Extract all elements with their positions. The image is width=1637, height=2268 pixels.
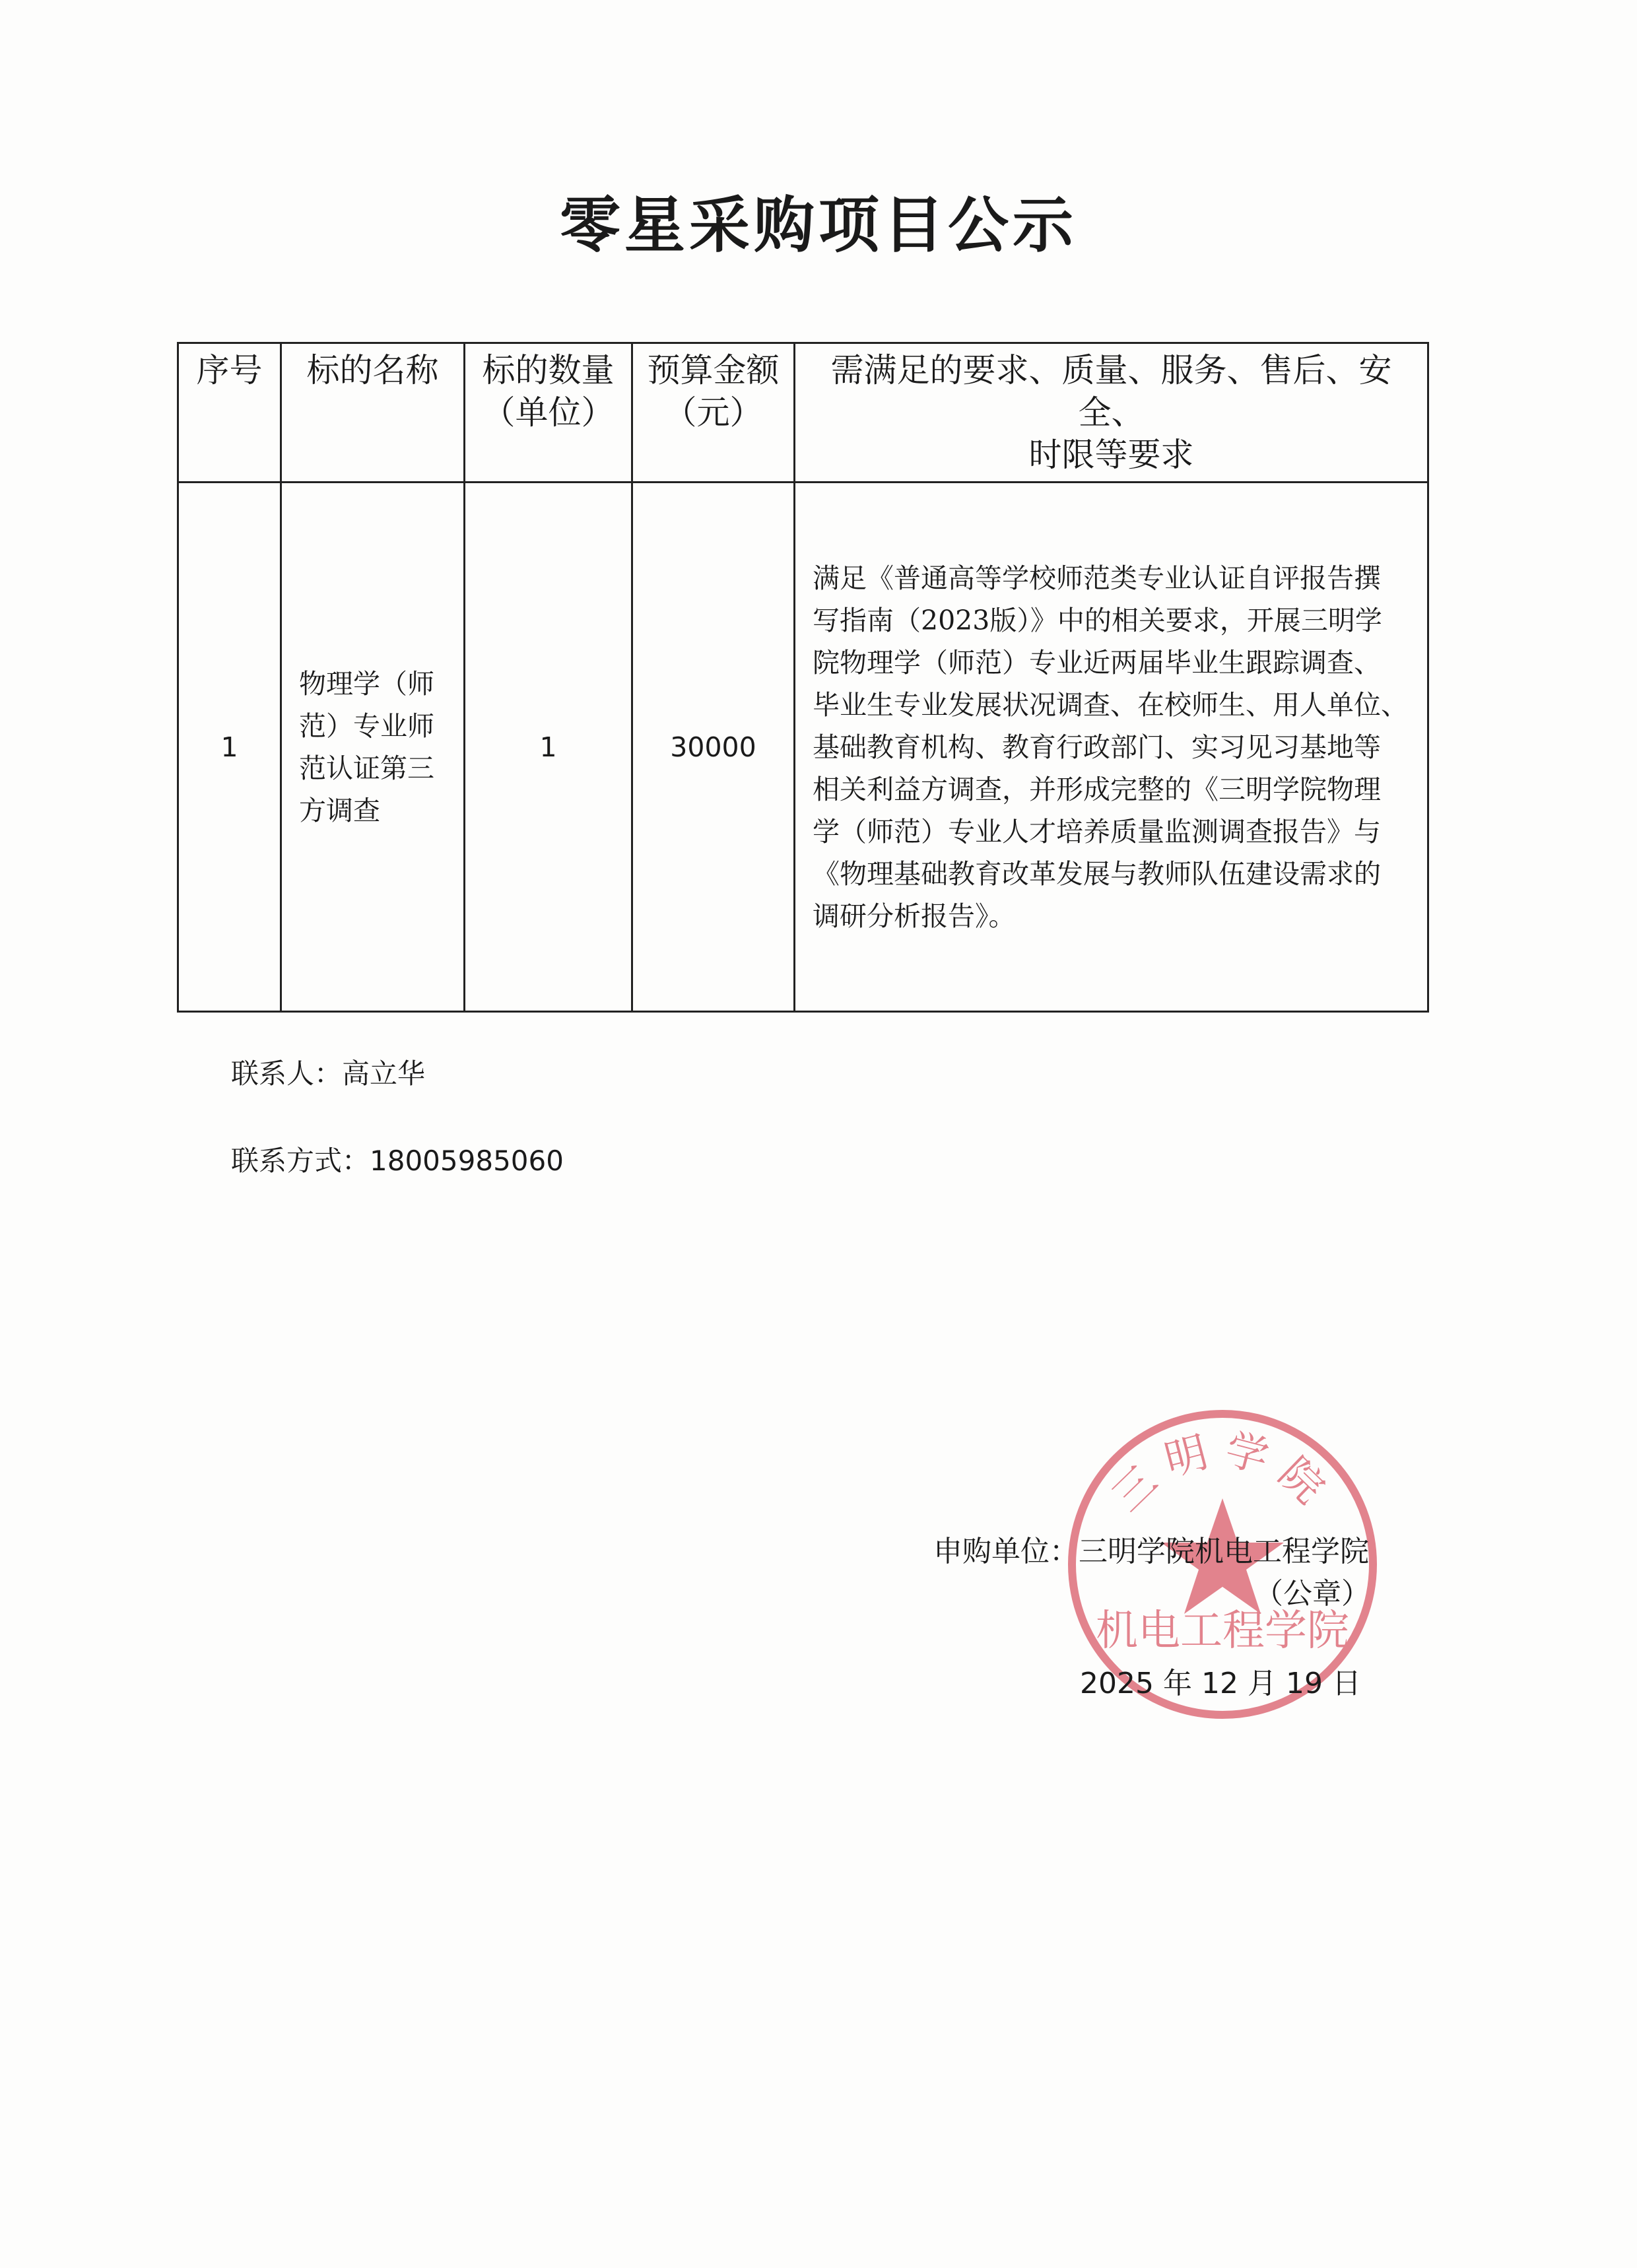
cell-req-line: 满足《普通高等学校师范类专业认证自评报告撰 bbox=[813, 562, 1381, 594]
table-header-row bbox=[178, 343, 1428, 483]
cell-req-line: 相关利益方调查，并形成完整的《三明学院物理 bbox=[813, 773, 1381, 805]
cell-req-line: 学（师范）专业人才培养质量监测调查报告》与 bbox=[813, 815, 1381, 848]
date-month: 12 bbox=[1201, 1667, 1238, 1700]
applicant-unit bbox=[933, 1527, 1369, 1570]
cell-seq: 1 bbox=[178, 483, 281, 1012]
cell-requirements bbox=[795, 483, 1428, 1012]
header-seq: 序号 bbox=[178, 343, 281, 483]
cell-req-line: 调研分析报告》。 bbox=[813, 900, 1016, 932]
header-requirements bbox=[795, 343, 1428, 483]
cell-req-line: 《物理基础教育改革发展与教师队伍建设需求的 bbox=[813, 857, 1381, 890]
date-year: 2025 bbox=[1080, 1667, 1154, 1700]
cell-req-line: 毕业生专业发展状况调查、在校师生、用人单位、 bbox=[813, 688, 1408, 721]
header-budget-line1: 预算金额 bbox=[647, 351, 780, 389]
cell-name-line: 物理学（师 bbox=[299, 667, 434, 700]
header-req-line2: 时限等要求 bbox=[1028, 436, 1194, 474]
cell-req-line: 基础教育机构、教育行政部门、实习见习基地等 bbox=[813, 731, 1381, 763]
date-day: 19 bbox=[1285, 1667, 1323, 1700]
seal-bottom-text: 机电工程学院 bbox=[1096, 1607, 1349, 1655]
seal-note: （公章） bbox=[1254, 1577, 1370, 1611]
cell-req-line: 院物理学（师范）专业近两届毕业生跟踪调查、 bbox=[813, 646, 1381, 679]
applicant-name: 三明学院机电工程学院 bbox=[1079, 1535, 1369, 1568]
cell-qty: 1 bbox=[465, 483, 632, 1012]
contact-person bbox=[231, 1052, 425, 1092]
header-qty-line1: 标的数量 bbox=[482, 351, 615, 389]
cell-name-line: 范认证第三 bbox=[299, 752, 434, 784]
contact-person-name: 高立华 bbox=[342, 1057, 426, 1090]
cell-name bbox=[281, 483, 465, 1012]
cell-name-line: 方调查 bbox=[299, 794, 380, 826]
applicant-label: 申购单位： bbox=[933, 1535, 1079, 1568]
header-req-line1: 需满足的要求、质量、服务、售后、安全、 bbox=[830, 351, 1392, 432]
header-budget-line2: （元） bbox=[663, 393, 763, 432]
contact-phone-label: 联系方式： bbox=[231, 1145, 370, 1177]
issue-date bbox=[1080, 1659, 1361, 1702]
date-year-unit: 年 bbox=[1162, 1667, 1192, 1700]
header-name: 标的名称 bbox=[281, 343, 465, 483]
contact-phone-number: 18005985060 bbox=[370, 1145, 564, 1177]
page-title: 零星采购项目公示 bbox=[559, 189, 1077, 261]
date-month-unit: 月 bbox=[1247, 1667, 1277, 1700]
procurement-table bbox=[177, 342, 1429, 1013]
date-day-unit: 日 bbox=[1331, 1667, 1361, 1700]
header-qty bbox=[465, 343, 632, 483]
contact-phone bbox=[231, 1139, 564, 1179]
table-row bbox=[178, 483, 1428, 1012]
cell-name-line: 范）专业师 bbox=[299, 710, 434, 742]
cell-req-line: 写指南（2023版）》中的相关要求，开展三明学 bbox=[813, 604, 1382, 636]
header-budget bbox=[632, 343, 795, 483]
cell-budget: 30000 bbox=[632, 483, 795, 1012]
seal-top-textpath: 三明学院 bbox=[1102, 1424, 1343, 1522]
contact-person-label: 联系人： bbox=[231, 1057, 343, 1090]
header-qty-line2: （单位） bbox=[482, 393, 615, 432]
